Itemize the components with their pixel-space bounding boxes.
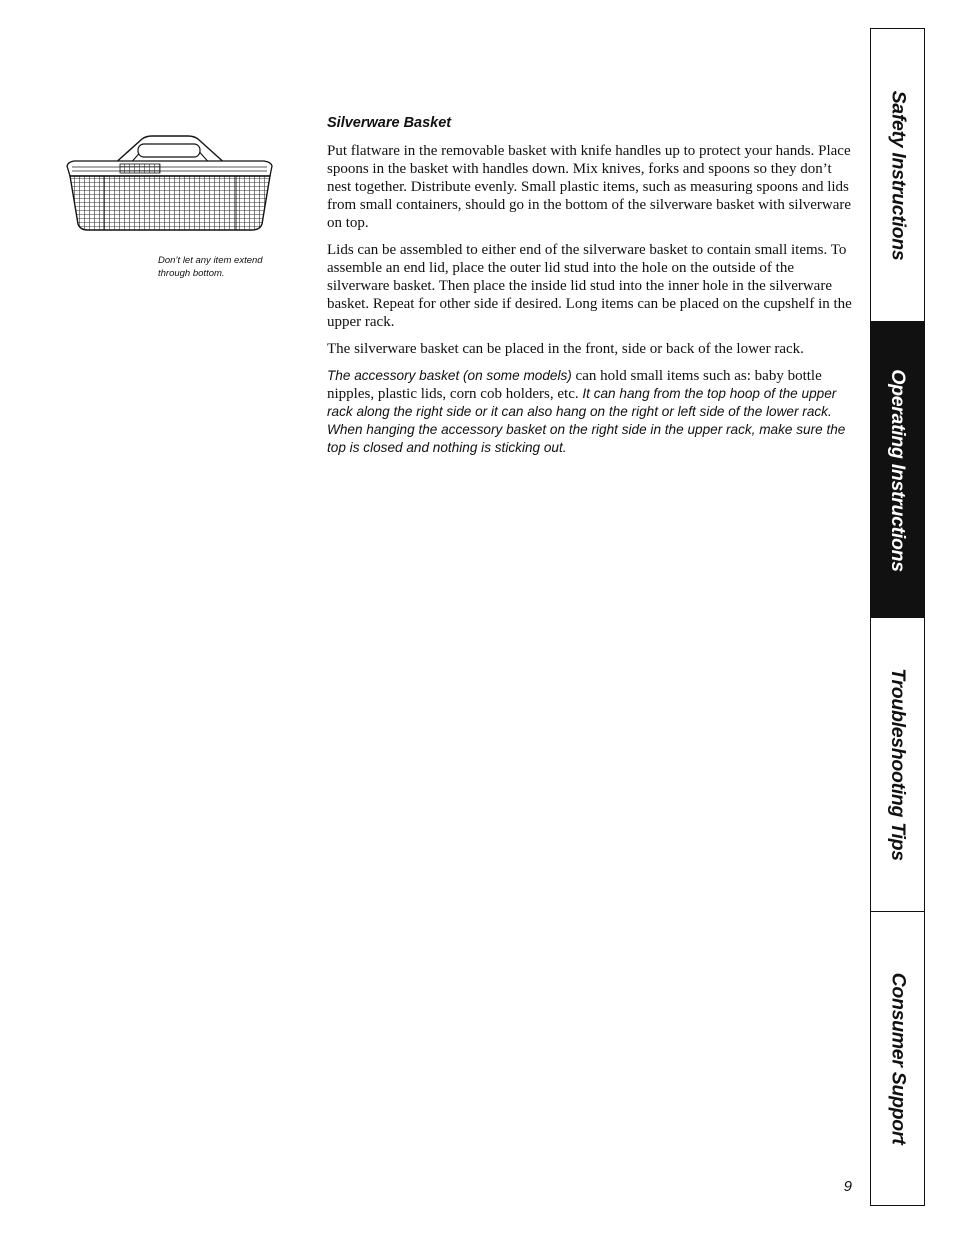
- page-number: 9: [843, 1178, 852, 1195]
- tab-safety-instructions[interactable]: [871, 29, 924, 322]
- silverware-basket-icon: [64, 134, 276, 234]
- tab-troubleshooting-tips[interactable]: [871, 618, 924, 912]
- tab-label: Operating Instructions: [887, 368, 910, 572]
- figure-caption: Don’t let any item extend through bottom.: [158, 255, 263, 279]
- tab-label: Consumer Support: [887, 972, 910, 1144]
- tab-label: Safety Instructions: [887, 90, 909, 260]
- section-content: [327, 114, 857, 466]
- accessory-tail: It can hang from the top hoop of the upper rack along the right side or it can also hang on the right or left side of the lower rack. When hanging the accessory basket on the right side in the upper rack, make sure the top is closed and nothing is sticking out.: [327, 386, 846, 455]
- paragraph-lids: Lids can be assembled to either end of the silverware basket to contain small items. To assemble an end lid, place the outer lid stud into the hole on the outside of the silverware basket. Then place the inside lid stud into the inner hole in the silverware basket. Repeat for other side if desired. Long items can be placed on the cupshelf in the upper rack.: [327, 242, 852, 330]
- tab-label: Troubleshooting Tips: [887, 668, 910, 861]
- accessory-lead: The accessory basket (on some models): [327, 368, 572, 383]
- silverware-basket-figure: [64, 134, 276, 234]
- tab-consumer-support[interactable]: [871, 912, 924, 1204]
- tab-operating-instructions[interactable]: [871, 322, 924, 618]
- paragraph-accessory-basket: [327, 367, 857, 457]
- paragraph-placement: The silverware basket can be placed in the front, side or back of the lower rack.: [327, 341, 804, 357]
- accessory-middle: can hold small items such as: baby bottle nipples, plastic lids, corn cob holders, etc.: [327, 368, 822, 402]
- paragraph-flatware: Put flatware in the removable basket with knife handles up to protect your hands. Place spoons in the basket with handles down. Mix knives, forks and spoons so they don’t nest together. Distribute evenly. Small plastic items, such as measuring spoons and lids from small containers, should go in the bottom of the silverware basket with silverware on top.: [327, 143, 852, 231]
- section-heading: Silverware Basket: [327, 115, 452, 131]
- section-tabs: [870, 28, 925, 1206]
